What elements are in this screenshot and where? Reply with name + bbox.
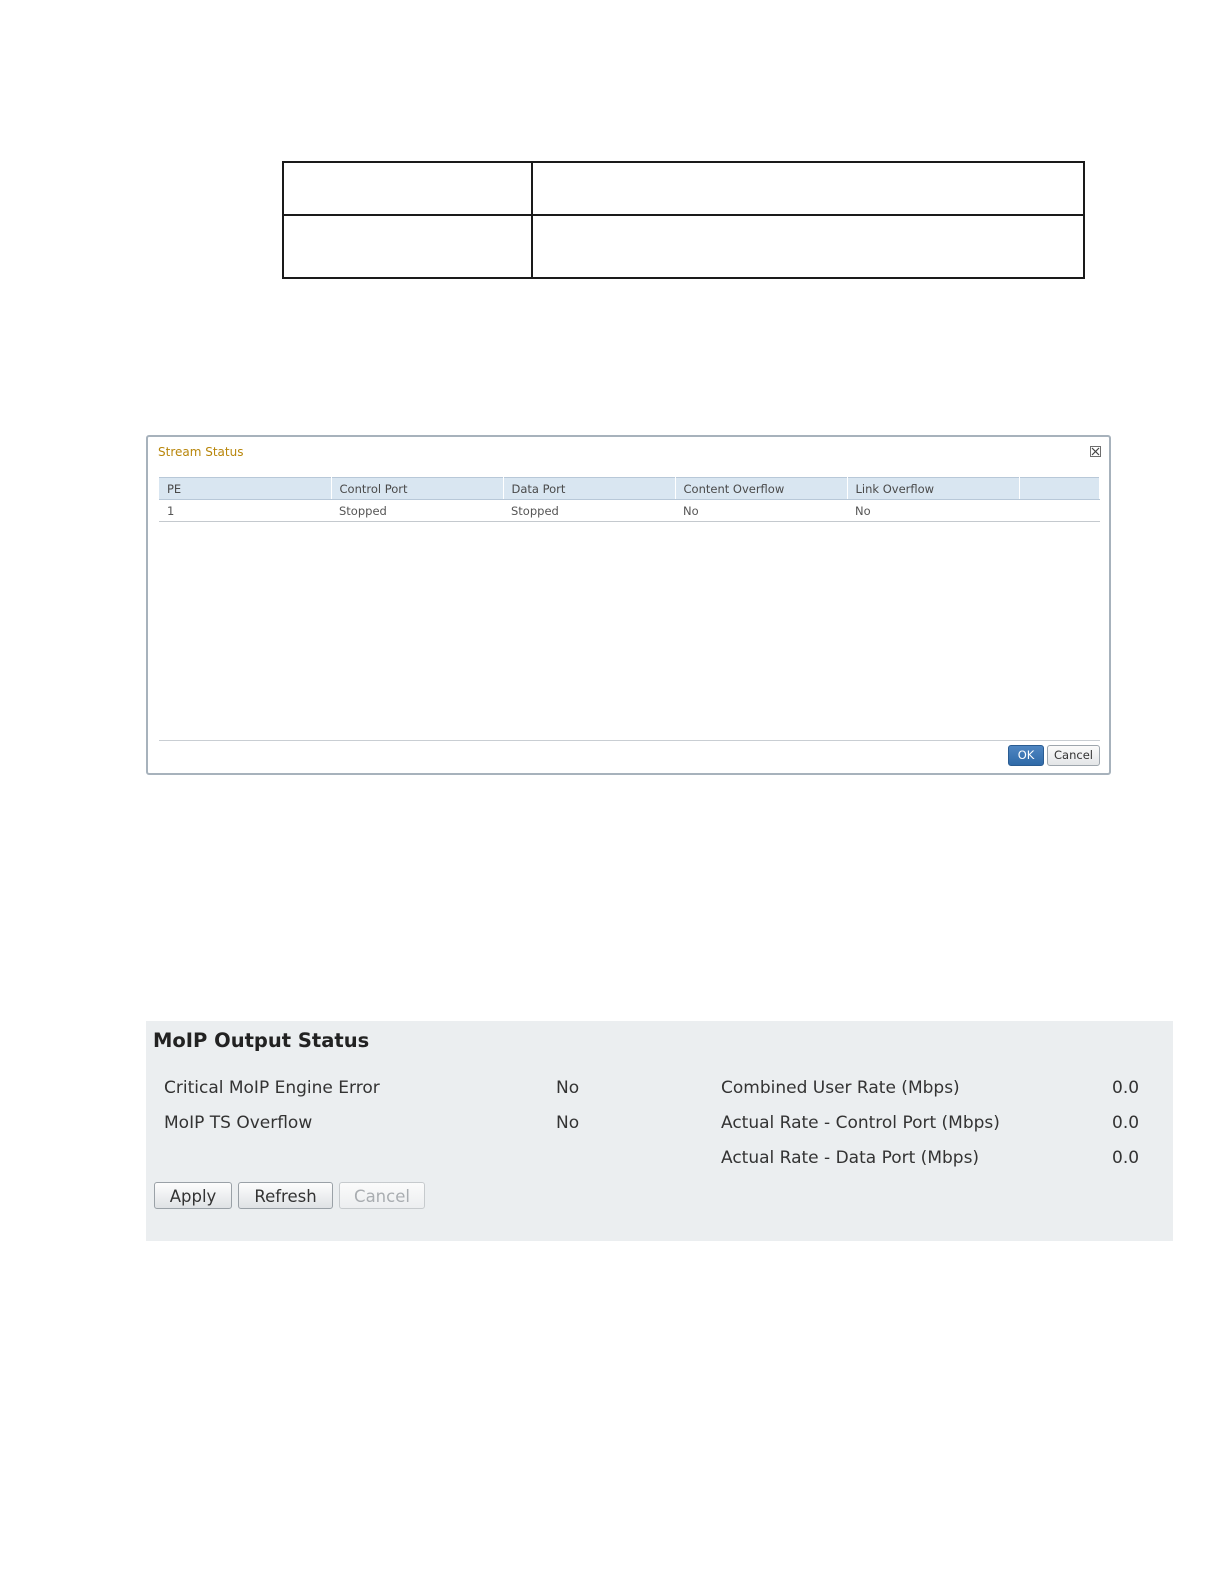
table-cell — [283, 215, 532, 278]
column-header-data-port[interactable]: Data Port — [503, 478, 675, 500]
moip-output-status-panel — [146, 1021, 1173, 1241]
cancel-button[interactable]: Cancel — [1047, 745, 1100, 766]
ts-overflow-label: MoIP TS Overflow — [164, 1113, 313, 1133]
table-row — [283, 215, 1084, 278]
refresh-button[interactable]: Refresh — [238, 1182, 333, 1209]
footer-divider — [159, 740, 1100, 741]
close-icon[interactable] — [1090, 446, 1101, 457]
panel-title: MoIP Output Status — [153, 1029, 370, 1052]
stream-status-grid — [159, 477, 1100, 522]
table-cell — [283, 162, 532, 215]
cell-content-overflow: No — [675, 500, 847, 522]
control-port-rate-label: Actual Rate - Control Port (Mbps) — [721, 1113, 1000, 1133]
control-port-rate-value: 0.0 — [1112, 1113, 1140, 1133]
apply-button[interactable]: Apply — [154, 1182, 232, 1209]
column-header-empty — [1019, 478, 1100, 500]
table-cell — [532, 215, 1084, 278]
combined-user-rate-label: Combined User Rate (Mbps) — [721, 1078, 960, 1098]
table-row — [283, 162, 1084, 215]
cancel-button-disabled[interactable]: Cancel — [339, 1182, 425, 1209]
ok-button[interactable]: OK — [1008, 745, 1044, 766]
grid-header-row — [159, 478, 1100, 500]
critical-engine-error-value: No — [556, 1078, 580, 1098]
table-row[interactable] — [159, 500, 1100, 522]
cell-control-port: Stopped — [331, 500, 503, 522]
column-header-link-overflow[interactable]: Link Overflow — [847, 478, 1019, 500]
dialog-title: Stream Status — [158, 445, 244, 459]
table-cell — [532, 162, 1084, 215]
stream-status-dialog — [146, 435, 1111, 775]
ts-overflow-value: No — [556, 1113, 580, 1133]
cell-pe: 1 — [159, 500, 331, 522]
cell-data-port: Stopped — [503, 500, 675, 522]
critical-engine-error-label: Critical MoIP Engine Error — [164, 1078, 380, 1098]
column-header-control-port[interactable]: Control Port — [331, 478, 503, 500]
data-port-rate-value: 0.0 — [1112, 1148, 1140, 1168]
document-table — [282, 161, 1085, 279]
cell-empty — [1019, 500, 1100, 522]
data-port-rate-label: Actual Rate - Data Port (Mbps) — [721, 1148, 980, 1168]
column-header-pe[interactable]: PE — [159, 478, 331, 500]
combined-user-rate-value: 0.0 — [1112, 1078, 1140, 1098]
cell-link-overflow: No — [847, 500, 1019, 522]
column-header-content-overflow[interactable]: Content Overflow — [675, 478, 847, 500]
